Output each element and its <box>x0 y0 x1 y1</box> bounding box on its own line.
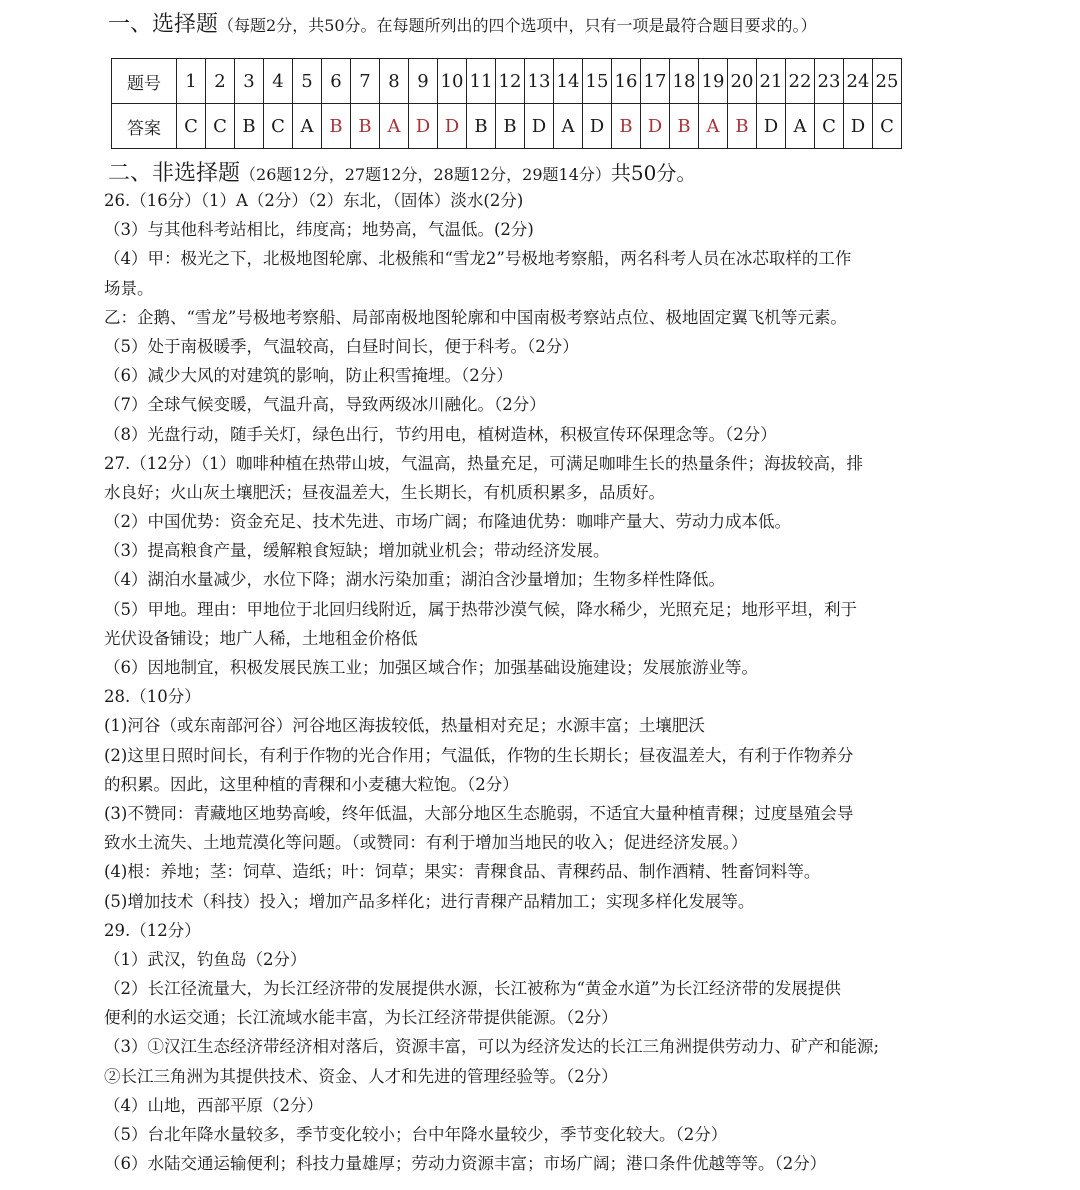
question-number-cell: 11 <box>467 59 496 104</box>
section-2-tail: 共50分。 <box>610 161 697 185</box>
answer-line: （3）与其他科考站相比，纬度高；地势高，气温低。(2分) <box>104 220 534 240</box>
question-number-cell: 13 <box>525 59 554 104</box>
answer-cell: B <box>467 104 496 149</box>
answer-text-block <box>104 186 984 1178</box>
answer-line: （6）因地制宜，积极发展民族工业；加强区域合作；加强基础设施建设；发展旅游业等。 <box>104 658 758 677</box>
answer-line: （4）湖泊水量减少，水位下降；湖水污染加重；湖泊含沙量增加；生物多样性降低。 <box>104 570 725 590</box>
question-number-cell: 7 <box>351 59 380 104</box>
answer-line: (4)根：养地；茎：饲草、造纸；叶：饲草；果实：青稞食品、青稞药品、制作酒精、牲畜饲料等。 <box>104 862 821 882</box>
answer-row <box>112 104 902 149</box>
question-number-cell: 2 <box>206 59 235 104</box>
question-number-cell: 25 <box>873 59 902 104</box>
answer-cell: D <box>525 104 554 149</box>
answer-cell: D <box>844 104 873 149</box>
answer-line: 的积累。因此，这里种植的青稞和小麦穗大粒饱。（2分） <box>104 774 519 794</box>
section-2-note: （26题12分，27题12分，28题12分，29题14分） <box>240 165 611 184</box>
question-number-cell: 16 <box>612 59 641 104</box>
answer-line: （6）水陆交通运输便利；科技力量雄厚；劳动力资源丰富；市场广阔；港口条件优越等等。（2分） <box>104 1154 827 1174</box>
answer-line: 27.（12分）（1）咖啡种植在热带山坡，气温高，热量充足，可满足咖啡生长的热量条件；海拔较高，排 <box>104 453 863 473</box>
question-number-cell: 15 <box>583 59 612 104</box>
answer-cell: B <box>612 104 641 149</box>
section-1-heading <box>108 10 817 41</box>
answer-line: 光伏设备铺设；地广人稀，土地租金价格低 <box>104 628 418 648</box>
answer-cell: D <box>757 104 786 149</box>
question-number-cell: 10 <box>438 59 467 104</box>
answer-table <box>111 58 902 149</box>
answer-line: （2）中国优势：资金充足、技术先进、市场广阔；布隆迪优势：咖啡产量大、劳动力成本低。 <box>104 512 791 532</box>
section-1-title: 一、选择题 <box>108 12 219 37</box>
question-number-cell: 18 <box>670 59 699 104</box>
question-number-cell: 3 <box>235 59 264 104</box>
answer-line: (2)这里日照时间长，有利于作物的光合作用；气温低，作物的生长期长；昼夜温差大，有利于作物养分 <box>104 745 854 765</box>
question-number-cell: 12 <box>496 59 525 104</box>
question-number-cell: 23 <box>815 59 844 104</box>
answer-line: 29.（12分） <box>104 920 201 940</box>
answer-line: 致水土流失、土地荒漠化等问题。（或赞同：有利于增加当地民的收入；促进经济发展。） <box>104 833 748 853</box>
answer-cell: C <box>815 104 844 149</box>
question-number-cell: 14 <box>554 59 583 104</box>
answer-line: （1）武汉，钓鱼岛（2分） <box>104 949 307 969</box>
section-2-title: 二、非选择题 <box>108 161 241 186</box>
answer-cell: D <box>409 104 438 149</box>
answer-line: （5）处于南极暖季，气温较高，白昼时间长，便于科考。（2分） <box>104 336 579 356</box>
answer-line: （8）光盘行动，随手关灯，绿色出行，节约用电，植树造林，积极宣传环保理念等。（2分） <box>104 424 777 444</box>
answer-line: （2）长江径流量大，为长江经济带的发展提供水源，长江被称为“黄金水道”为长江经济带的发展提供 <box>104 979 841 999</box>
answer-cell: A <box>699 104 728 149</box>
answer-line: （5）甲地。理由：甲地位于北回归线附近，属于热带沙漠气候，降水稀少，光照充足；地形平坦，利于 <box>104 599 857 619</box>
answer-line: 28.（10分） <box>104 687 201 707</box>
answer-cell: B <box>351 104 380 149</box>
question-number-cell: 8 <box>380 59 409 104</box>
answer-cell: D <box>438 104 467 149</box>
question-number-cell: 4 <box>264 59 293 104</box>
section-1-note: （每题2分，共50分。在每题所列出的四个选项中，只有一项是最符合题目要求的。） <box>218 16 817 35</box>
answer-cell: A <box>380 104 409 149</box>
answer-line: （5）台北年降水量较多，季节变化较小；台中年降水量较少，季节变化较大。（2分） <box>104 1125 728 1144</box>
answer-cell: B <box>235 104 264 149</box>
question-number-cell: 20 <box>728 59 757 104</box>
answer-cell: A <box>293 104 322 149</box>
question-number-cell: 21 <box>757 59 786 104</box>
answer-line: 26.（16分）（1）A（2分）（2）东北，（固体）淡水(2分) <box>104 191 524 210</box>
question-number-cell: 9 <box>409 59 438 104</box>
answer-line: （4）山地，西部平原（2分） <box>104 1095 323 1115</box>
answer-cell: A <box>786 104 815 149</box>
question-number-cell: 24 <box>844 59 873 104</box>
answer-cell: C <box>873 104 902 149</box>
question-number-cell: 22 <box>786 59 815 104</box>
question-number-cell: 6 <box>322 59 351 104</box>
answer-line: (5)增加技术（科技）投入；增加产品多样化；进行青稞产品精加工；实现多样化发展等。 <box>104 891 755 911</box>
answer-line: （4）甲：极光之下，北极地图轮廓、北极熊和“雪龙2”号极地考察船，两名科考人员在冰芯取样的工作 <box>104 249 852 269</box>
answer-cell: B <box>322 104 351 149</box>
question-number-cell: 17 <box>641 59 670 104</box>
question-number-header: 题号 <box>112 59 177 104</box>
answer-cell: C <box>264 104 293 149</box>
answer-line: 场景。 <box>104 278 154 298</box>
answer-line: (3)不赞同：青藏地区地势高峻，终年低温，大部分地区生态脆弱，不适宜大量种植青稞；过度垦殖会导 <box>104 803 854 823</box>
question-number-row <box>112 59 902 104</box>
answer-cell: B <box>496 104 525 149</box>
answer-cell: A <box>554 104 583 149</box>
answer-line: 便利的水运交通；长江流域水能丰富，为长江经济带提供能源。（2分） <box>104 1008 618 1028</box>
question-number-cell: 5 <box>293 59 322 104</box>
answer-cell: C <box>177 104 206 149</box>
answer-line: (1)河谷（或东南部河谷）河谷地区海拔较低，热量相对充足；水源丰富；土壤肥沃 <box>104 716 705 736</box>
answer-header: 答案 <box>112 104 177 149</box>
answer-cell: B <box>670 104 699 149</box>
answer-cell: D <box>583 104 612 149</box>
answer-cell: B <box>728 104 757 149</box>
answer-line: 乙：企鹅、“雪龙”号极地考察船、局部南极地图轮廓和中国南极考察站点位、极地固定翼飞机等元素。 <box>104 307 847 327</box>
answer-line: （6）减少大风的对建筑的影响，防止积雪掩埋。（2分） <box>104 366 513 386</box>
answer-line: （7）全球气候变暖，气温升高，导致两级冰川融化。（2分） <box>104 395 546 415</box>
answer-cell: C <box>206 104 235 149</box>
question-number-cell: 19 <box>699 59 728 104</box>
answer-cell: D <box>641 104 670 149</box>
answer-line: 水良好；火山灰土壤肥沃；昼夜温差大，生长期长，有机质积累多，品质好。 <box>104 482 665 502</box>
question-number-cell: 1 <box>177 59 206 104</box>
answer-line: （3）①汉江生态经济带经济相对落后，资源丰富，可以为经济发达的长江三角洲提供劳动力、矿产和能源; <box>104 1037 880 1057</box>
answer-line: （3）提高粮食产量，缓解粮食短缺；增加就业机会；带动经济发展。 <box>104 541 610 561</box>
answer-line: ②长江三角洲为其提供技术、资金、人才和先进的管理经验等。（2分） <box>104 1066 618 1086</box>
